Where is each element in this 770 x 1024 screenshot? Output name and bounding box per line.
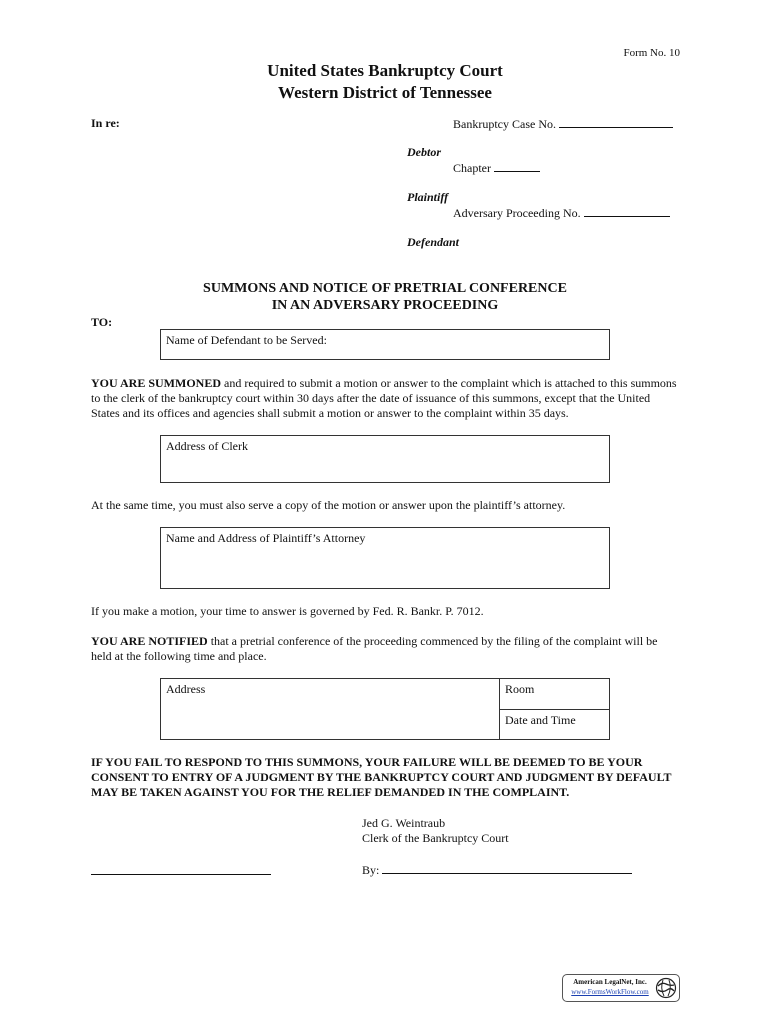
attorney-box[interactable]	[160, 527, 610, 589]
adversary-blank[interactable]	[584, 205, 670, 217]
room-label: Room	[505, 682, 535, 696]
globe-logo-icon	[655, 977, 677, 999]
footer-badge	[562, 974, 680, 1002]
form-number: Form No. 10	[623, 47, 680, 59]
defendant-label: Defendant	[407, 235, 459, 249]
notified-bold: YOU ARE NOTIFIED	[91, 634, 208, 648]
to-label: TO:	[91, 315, 113, 329]
adversary-line	[453, 205, 670, 221]
court-name: United States Bankruptcy Court	[267, 61, 503, 80]
attorney-box-label: Name and Address of Plaintiff’s Attorney	[166, 531, 366, 545]
notified-text: that a pretrial conference of the proceeding commenced by the filing of the complaint will be held at the following time and place.	[91, 634, 658, 663]
notified-paragraph	[91, 634, 681, 664]
case-no-line	[453, 116, 673, 132]
defendant-box-label: Name of Defendant to be Served:	[166, 333, 327, 347]
serve-copy-paragraph: At the same time, you must also serve a copy of the motion or answer upon the plaintiff’s attorney.	[91, 498, 566, 512]
by-label: By:	[362, 863, 380, 877]
summons-title-line1: SUMMONS AND NOTICE OF PRETRIAL CONFERENCE	[203, 281, 567, 296]
clerk-address-label: Address of Clerk	[166, 439, 248, 453]
clerk-title: Clerk of the Bankruptcy Court	[362, 831, 509, 845]
date-time-box[interactable]	[499, 709, 610, 740]
room-box[interactable]	[499, 678, 610, 710]
default-warning: IF YOU FAIL TO RESPOND TO THIS SUMMONS, YOUR FAILURE WILL BE DEEMED TO BE YOUR CONSENT TO ENTRY OF A JUDGMENT BY THE BANKRUPTCY COURT AND JUDGMENT BY DEFAULT MAY BE TAKEN AGAINST YOU FOR THE RELIEF DEMANDED IN THE COMPLAINT.	[91, 755, 672, 799]
plaintiff-label: Plaintiff	[407, 190, 449, 204]
clerk-name: Jed G. Weintraub	[362, 816, 446, 830]
footer-company: American LegalNet, Inc.	[573, 978, 647, 986]
summoned-text: and required to submit a motion or answer to the complaint which is attached to this summons to the clerk of the bankruptcy court within 30 days after the date of issuance of this summons, except that the United States and its offices and agencies shall submit a motion or answer to the complaint within 35 days.	[91, 376, 677, 420]
by-signature-blank[interactable]	[382, 862, 632, 874]
footer-website[interactable]: www.FormsWorkFlow.com	[571, 988, 649, 996]
by-line	[362, 862, 632, 878]
defendant-box[interactable]	[160, 329, 610, 360]
case-no-label: Bankruptcy Case No.	[453, 117, 556, 131]
debtor-label: Debtor	[407, 145, 441, 159]
chapter-line	[453, 160, 540, 176]
case-no-blank[interactable]	[559, 116, 673, 128]
summoned-bold: YOU ARE SUMMONED	[91, 376, 222, 390]
motion-rule-paragraph: If you make a motion, your time to answer is governed by Fed. R. Bankr. P. 7012.	[91, 604, 484, 618]
chapter-blank[interactable]	[494, 160, 540, 172]
court-district: Western District of Tennessee	[278, 83, 492, 102]
chapter-label: Chapter	[453, 161, 491, 175]
date-signature-line[interactable]	[91, 874, 271, 875]
adversary-label: Adversary Proceeding No.	[453, 206, 581, 220]
conference-address-label: Address	[166, 682, 206, 696]
summoned-paragraph	[91, 376, 681, 421]
summons-title-line2: IN AN ADVERSARY PROCEEDING	[271, 298, 499, 313]
date-time-label: Date and Time	[505, 713, 576, 727]
in-re-label: In re:	[91, 116, 120, 130]
clerk-address-box[interactable]	[160, 435, 610, 483]
conference-address-box[interactable]	[160, 678, 500, 740]
